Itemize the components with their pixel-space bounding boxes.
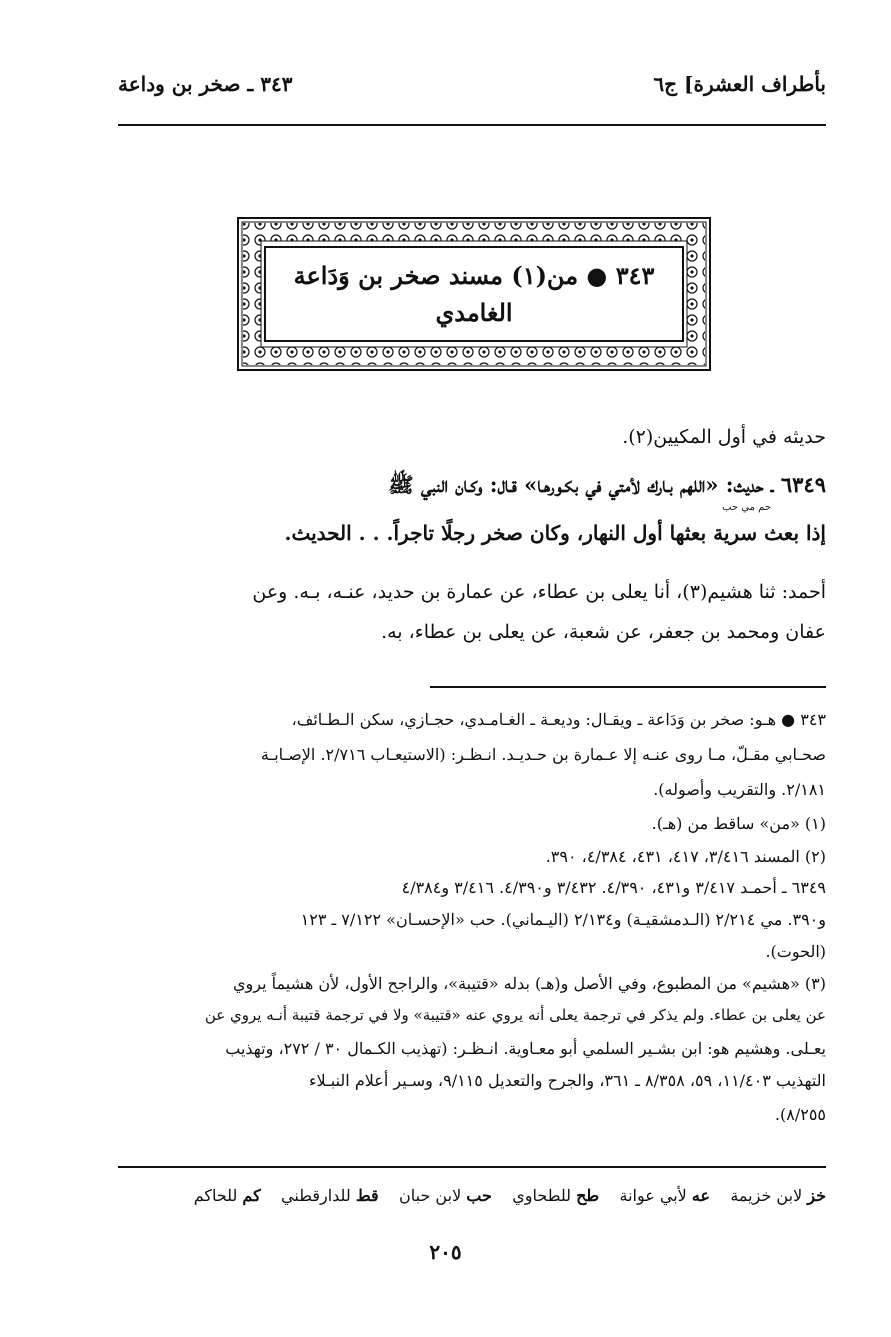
footnote-line: ٢/١٨١. والتقريب وأصوله).: [653, 780, 826, 799]
footnote-line: (الحوت).: [765, 942, 826, 961]
book-volume-label: بأطراف العشرة] ج٦: [653, 72, 826, 96]
section-title-box: [264, 246, 684, 342]
footnote-line: و٣٩٠. مي ٢/٢١٤ (الـدمشقيـة) و٢/١٣٤ (اليـماني). حب «الإحسـان» ٧/١٢٢ ـ ١٢٣: [300, 910, 826, 929]
footnote-line: ٨/٢٥٥).: [774, 1105, 826, 1124]
section-title-frame: [236, 216, 712, 372]
footnote-line: (٢) المسند ٣/٤١٦، ٤١٧، ٤٣١، ٤/٣٨٤، ٣٩٠.: [545, 847, 826, 866]
isnad-line-2: عفان ومحمد بن جعفر، عن شعبة، عن يعلى بن عطاء، به.: [381, 621, 826, 643]
hadith-line-2: إذا بعث سرية بعثها أول النهار، وكان صخر رجلًا تاجراً. . . الحديث.: [284, 521, 826, 545]
section-running-title: ٣٤٣ ـ صخر بن وداعة: [118, 72, 293, 96]
footnote-line: صحـابي مقـلّ، مـا روى عنـه إلا عـمارة بن حـديـد. انـظـر: (الاستيعـاب ٢/٧١٦. الإصـابـة: [260, 745, 826, 764]
abbr-item: طح للطحاوي: [512, 1186, 600, 1205]
footnote-line: التهذيب ١١/٤٠٣، ٥٩، ٨/٣٥٨ ـ ٣٦١، والجرح والتعديل ٩/١١٥، وسـير أعلام النبـلاء: [309, 1071, 826, 1090]
header-rule: [118, 124, 826, 126]
abbreviation-key: [194, 1186, 826, 1205]
page-number: ٢٠٥: [429, 1240, 462, 1264]
abbr-item: خز لابن خزيمة: [730, 1186, 826, 1205]
bottom-rule: [118, 1166, 826, 1168]
abbr-item: كم للحاكم: [193, 1186, 261, 1205]
abbr-item: حب لابن حبان: [399, 1186, 492, 1205]
source-tag: حم مي حب: [722, 502, 771, 513]
intro-line: حديثه في أول المكيين(٢).: [622, 426, 826, 448]
footnote-line: يعـلى. وهشيم هو: ابن بشـير السلمي أبو معـاوية. انـظـر: (تهذيب الكـمال ٣٠ / ٢٧٢، وتهذيب: [225, 1039, 826, 1058]
hadith-line-1: ٦٣٤٩ ـ حديث: «اللهم بـارك لأمتي في بكـورهـا» قـال: وكـان النبي ﷺ: [388, 472, 826, 497]
footnote-line: (١) «من» ساقط من (هـ).: [651, 814, 826, 833]
section-heading: ٣٤٣ ● من(١) مسند صخر بن وَدَاعة الغامدي: [293, 260, 655, 327]
isnad-line-1: أحمد: ثنا هشيم(٣)، أنا يعلى بن عطاء، عن عمارة بن حديد، عنـه، بـه. وعن: [252, 581, 826, 603]
running-header: [118, 72, 826, 108]
footnote-line: ٣٤٣ ● هـو: صخر بن وَدَاعة ـ ويقـال: وديعـة ـ الغـامـدي، حجـازي، سكن الـطـائف،: [291, 710, 826, 729]
footnote-line: عن يعلى بن عطاء. ولم يذكر في ترجمة يعلى أنه يروي عنه «قتيبة» ولا في ترجمة قتيبة أنـه يروي عن: [204, 1006, 826, 1024]
footnote-line: ٦٣٤٩ ـ أحمـد ٣/٤١٧ و٤٣١، ٤/٣٩٠. ٣/٤٣٢ و٤/٣٩٠. ٣/٤١٦ و٤/٣٨٤: [401, 878, 826, 897]
footnote-line: (٣) «هشيم» من المطبوع، وفي الأصل و(هـ) بدله «قتيبة»، والراجح الأول، لأن هشيماً يروي: [233, 974, 826, 993]
abbr-item: عه لأبي عوانة: [619, 1186, 710, 1205]
abbr-item: قط للدارقطني: [281, 1186, 379, 1205]
footnote-rule: [430, 686, 826, 688]
